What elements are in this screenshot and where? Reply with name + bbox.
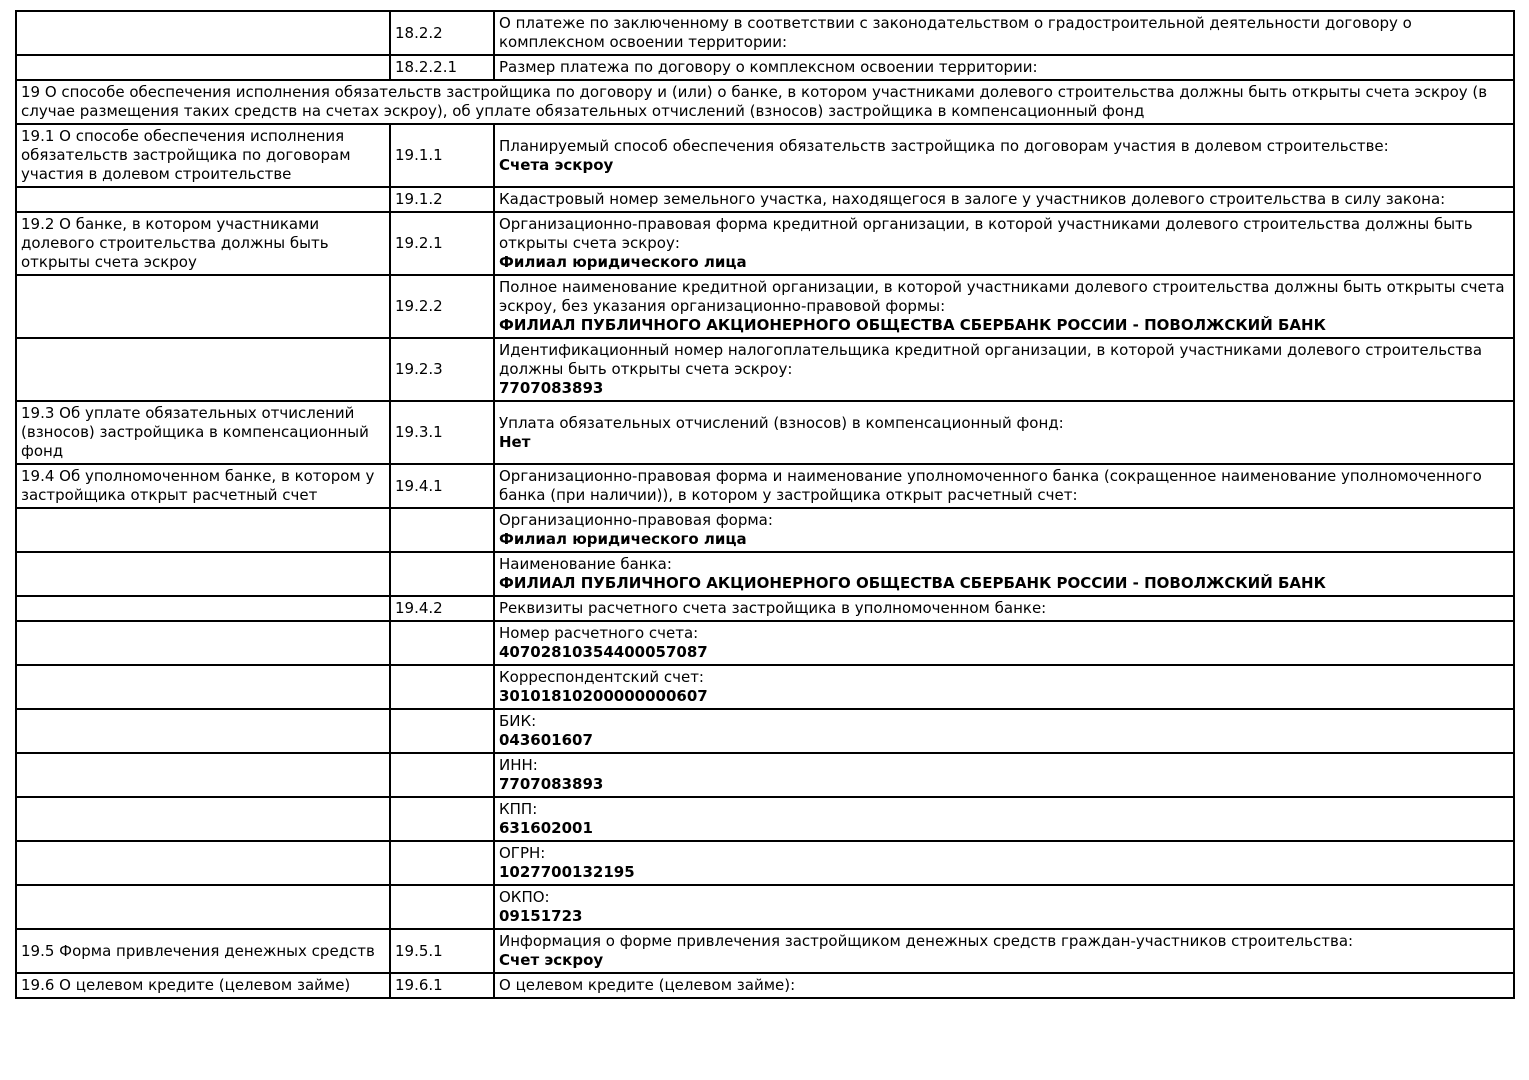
row-label-cell — [16, 11, 390, 55]
row-text: Уплата обязательных отчислений (взносов) в компенсационный фонд: — [499, 413, 1064, 432]
table-row — [16, 665, 1514, 709]
table-row — [16, 929, 1514, 973]
row-value: Нет — [499, 432, 531, 451]
row-label-cell — [16, 797, 390, 841]
row-content-cell — [494, 338, 1514, 401]
row-label-cell — [16, 753, 390, 797]
row-content-cell — [494, 621, 1514, 665]
row-text: Наименование банка: — [499, 555, 672, 573]
row-number-cell: 19.1.2 — [390, 187, 494, 212]
row-value: 09151723 — [499, 907, 583, 925]
table-row — [16, 11, 1514, 55]
row-content-cell — [494, 11, 1514, 55]
row-number-cell — [390, 552, 494, 596]
row-value: ФИЛИАЛ ПУБЛИЧНОГО АКЦИОНЕРНОГО ОБЩЕСТВА СБЕРБАНК РОССИИ - ПОВОЛЖСКИЙ БАНК — [499, 316, 1326, 334]
row-label-cell: 19.3 Об уплате обязательных отчислений (взносов) застройщика в компенсационный фонд — [16, 401, 390, 464]
row-text: Кадастровый номер земельного участка, находящегося в залоге у участников долевого строительства в силу закона: — [499, 190, 1446, 208]
row-content-cell — [494, 665, 1514, 709]
section-header-row — [16, 80, 1514, 124]
row-label-cell — [16, 55, 390, 80]
row-value: Счета эскроу — [499, 155, 614, 174]
table-row — [16, 753, 1514, 797]
row-number-cell — [390, 885, 494, 929]
row-label-cell: 19.4 Об уполномоченном банке, в котором у застройщика открыт расчетный счет — [16, 464, 390, 508]
table-row — [16, 885, 1514, 929]
row-content-cell — [494, 124, 1514, 187]
row-content-cell — [494, 275, 1514, 338]
row-number-cell: 19.5.1 — [390, 929, 494, 973]
row-label-cell — [16, 665, 390, 709]
row-number-cell — [390, 841, 494, 885]
row-text: ОКПО: — [499, 888, 550, 906]
row-text: БИК: — [499, 712, 537, 730]
row-value: 1027700132195 — [499, 863, 635, 881]
row-number-cell: 19.2.1 — [390, 212, 494, 275]
row-text: Идентификационный номер налогоплательщика кредитной организации, в которой участниками долевого строительства должны быть открыты счета эскроу: — [499, 341, 1483, 378]
table-row — [16, 508, 1514, 552]
row-number-cell — [390, 709, 494, 753]
row-content-cell — [494, 885, 1514, 929]
row-content-cell — [494, 753, 1514, 797]
row-label-cell — [16, 552, 390, 596]
table-row — [16, 464, 1514, 508]
row-label-cell — [16, 709, 390, 753]
row-content-cell — [494, 401, 1514, 464]
row-text: КПП: — [499, 800, 538, 818]
row-text: ОГРН: — [499, 844, 546, 862]
row-text: Размер платежа по договору о комплексном освоении территории: — [499, 58, 1038, 76]
row-number-cell: 19.3.1 — [390, 401, 494, 464]
row-label-cell: 19.2 О банке, в котором участниками долевого строительства должны быть открыты счета эскроу — [16, 212, 390, 275]
row-number-cell: 19.2.3 — [390, 338, 494, 401]
table-row — [16, 338, 1514, 401]
row-number-cell — [390, 753, 494, 797]
table-row — [16, 552, 1514, 596]
row-number-cell — [390, 508, 494, 552]
row-number-cell: 19.4.1 — [390, 464, 494, 508]
table-row — [16, 275, 1514, 338]
row-label-cell — [16, 508, 390, 552]
row-content-cell — [494, 709, 1514, 753]
row-content-cell — [494, 973, 1514, 998]
row-label-cell: 19.6 О целевом кредите (целевом займе) — [16, 973, 390, 998]
table-row — [16, 797, 1514, 841]
row-number-cell: 19.1.1 — [390, 124, 494, 187]
row-label-cell — [16, 275, 390, 338]
row-value: 40702810354400057087 — [499, 643, 708, 661]
row-value: ФИЛИАЛ ПУБЛИЧНОГО АКЦИОНЕРНОГО ОБЩЕСТВА СБЕРБАНК РОССИИ - ПОВОЛЖСКИЙ БАНК — [499, 574, 1326, 592]
row-value: 631602001 — [499, 819, 593, 837]
row-value: Филиал юридического лица — [499, 253, 747, 271]
row-label-cell — [16, 338, 390, 401]
table-row — [16, 709, 1514, 753]
row-number-cell: 19.2.2 — [390, 275, 494, 338]
row-content-cell — [494, 508, 1514, 552]
section-header: 19 О способе обеспечения исполнения обязательств застройщика по договору и (или) о банке, в котором участниками долевого строительства должны быть открыты счета эскроу (в случае размещения таких средств на счетах эскроу), об уплате обязательных отчислений (взносов) застройщика в компенсационный фонд — [16, 80, 1514, 124]
table-row — [16, 212, 1514, 275]
row-text: Номер расчетного счета: — [499, 624, 699, 642]
row-label-cell: 19.5 Форма привлечения денежных средств — [16, 929, 390, 973]
row-text: Полное наименование кредитной организации, в которой участниками долевого строительства должны быть открыты счета эскроу, без указания организационно-правовой формы: — [499, 278, 1505, 315]
row-label-cell — [16, 596, 390, 621]
row-content-cell — [494, 596, 1514, 621]
table-row — [16, 973, 1514, 998]
row-text: Реквизиты расчетного счета застройщика в уполномоченном банке: — [499, 599, 1047, 617]
row-content-cell — [494, 212, 1514, 275]
row-value: 30101810200000000607 — [499, 687, 708, 705]
row-text: Корреспондентский счет: — [499, 668, 704, 686]
row-content-cell — [494, 797, 1514, 841]
table-row — [16, 187, 1514, 212]
row-label-cell: 19.1 О способе обеспечения исполнения обязательств застройщика по договорам участия в долевом строительстве — [16, 124, 390, 187]
row-value: Филиал юридического лица — [499, 530, 747, 548]
row-content-cell — [494, 841, 1514, 885]
row-text: Организационно-правовая форма кредитной организации, в которой участниками долевого строительства должны быть открыты счета эскроу: — [499, 215, 1473, 252]
row-text: Планируемый способ обеспечения обязательств застройщика по договорам участия в долевом строительстве: — [499, 136, 1389, 155]
row-content-cell — [494, 464, 1514, 508]
row-label-cell — [16, 841, 390, 885]
row-content-cell — [494, 187, 1514, 212]
row-text: Информация о форме привлечения застройщиком денежных средств граждан-участников строительства: — [499, 932, 1354, 950]
table-row — [16, 841, 1514, 885]
row-number-cell — [390, 665, 494, 709]
row-text: О целевом кредите (целевом займе): — [499, 976, 796, 994]
table-row — [16, 621, 1514, 665]
row-value: Счет эскроу — [499, 951, 604, 969]
row-label-cell — [16, 187, 390, 212]
row-number-cell — [390, 621, 494, 665]
row-text: Организационно-правовая форма и наименование уполномоченного банка (сокращенное наименование уполномоченного банка (при наличии)), в котором у застройщика открыт расчетный счет: — [499, 467, 1482, 504]
table-row — [16, 596, 1514, 621]
table-row — [16, 401, 1514, 464]
row-text: ИНН: — [499, 756, 538, 774]
row-number-cell: 18.2.2 — [390, 11, 494, 55]
row-number-cell: 19.6.1 — [390, 973, 494, 998]
row-value: 7707083893 — [499, 379, 604, 397]
row-number-cell — [390, 797, 494, 841]
row-label-cell — [16, 621, 390, 665]
row-value: 043601607 — [499, 731, 593, 749]
row-number-cell: 18.2.2.1 — [390, 55, 494, 80]
row-content-cell — [494, 929, 1514, 973]
row-value: 7707083893 — [499, 775, 604, 793]
table-row — [16, 55, 1514, 80]
row-content-cell — [494, 552, 1514, 596]
declaration-table — [15, 10, 1515, 999]
table-row — [16, 124, 1514, 187]
row-content-cell — [494, 55, 1514, 80]
row-label-cell — [16, 885, 390, 929]
row-number-cell: 19.4.2 — [390, 596, 494, 621]
declaration-table-body — [16, 11, 1514, 998]
row-text: О платеже по заключенному в соответствии с законодательством о градостроительной деятельности договору о комплексном освоении территории: — [499, 14, 1412, 51]
row-text: Организационно-правовая форма: — [499, 511, 773, 529]
